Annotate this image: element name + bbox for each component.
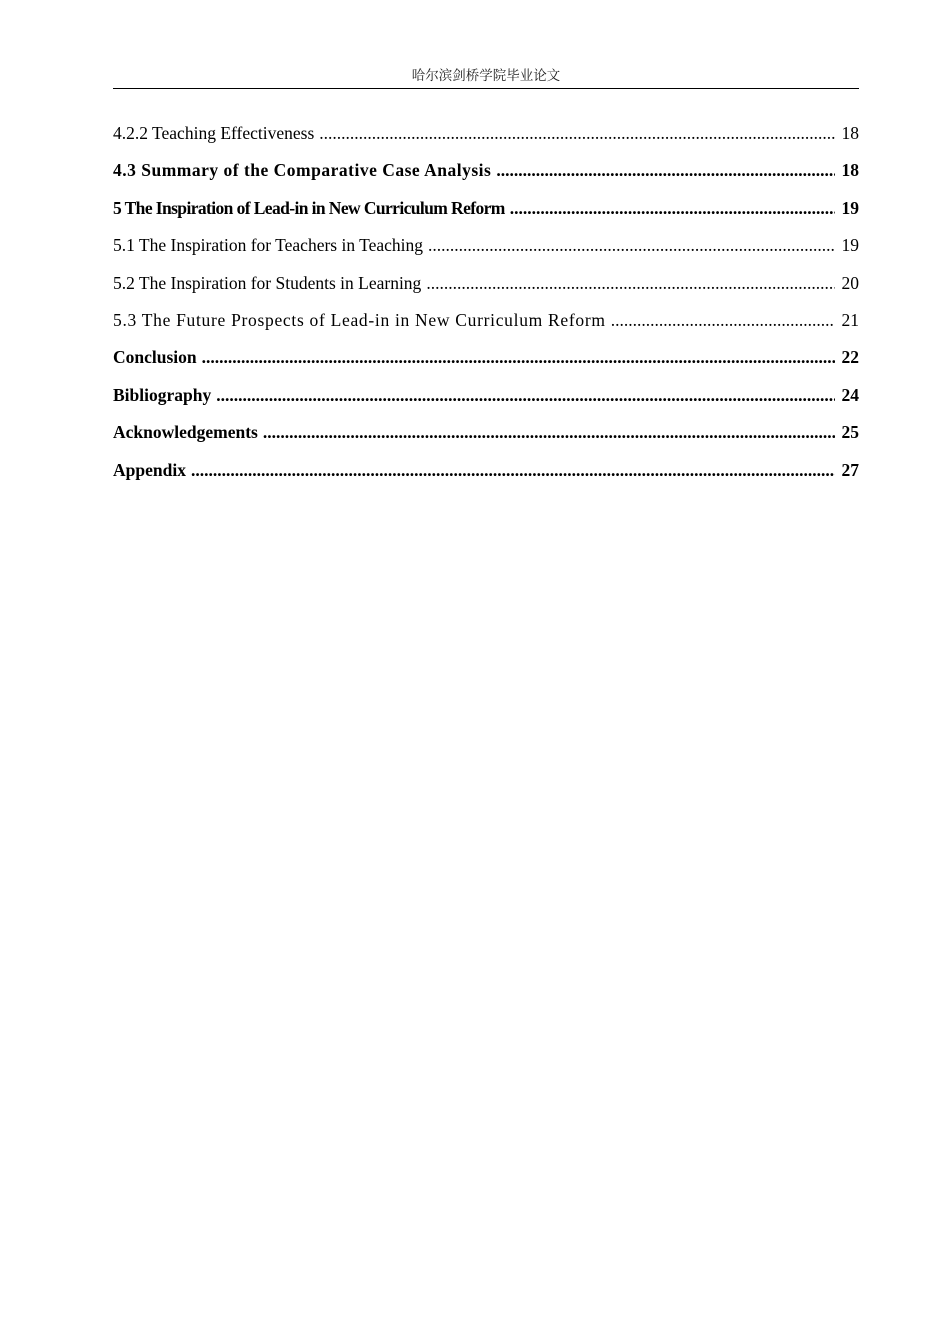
toc-dot-leader [263,419,835,445]
toc-entry-conclusion[interactable] [113,344,859,381]
toc-entry-title: 5.3 The Future Prospects of Lead-in in New Curriculum Reform [113,309,606,330]
toc-entry-title: 4.3 Summary of the Comparative Case Analysis [113,160,492,181]
toc-entry-5[interactable] [113,195,859,232]
toc-entry-page: 24 [841,384,859,405]
toc-entry-title: Bibliography [113,384,212,405]
toc-entry-4-2-2[interactable] [113,120,859,157]
toc-dot-leader [191,457,835,483]
toc-entry-5-3[interactable] [113,307,859,344]
toc-entry-title: 4.2.2 Teaching Effectiveness [113,123,315,143]
toc-entry-title: 5 The Inspiration of Lead-in in New Curriculum Reform [113,197,505,218]
toc-dot-leader [426,270,835,296]
toc-entry-title: 5.2 The Inspiration for Students in Learning [113,272,422,293]
toc-entry-4-3[interactable] [113,157,859,194]
toc-dot-leader [428,232,835,258]
toc-entry-page: 21 [841,309,859,330]
toc-dot-leader [510,195,835,221]
toc-dot-leader [611,307,835,333]
toc-entry-page: 19 [841,197,859,218]
toc-entry-title: Conclusion [113,347,197,368]
header-title: 哈尔滨剑桥学院毕业论文 [411,68,561,83]
toc-dot-leader [216,382,835,408]
toc-entry-page: 18 [841,123,859,143]
toc-entry-bibliography[interactable] [113,382,859,419]
page-header [113,66,859,89]
table-of-contents [113,120,859,494]
toc-entry-page: 25 [841,422,859,443]
toc-entry-title: Appendix [113,459,186,480]
toc-entry-title: 5.1 The Inspiration for Teachers in Teaching [113,235,424,256]
toc-entry-page: 22 [841,347,859,368]
toc-dot-leader [319,120,835,146]
toc-entry-acknowledgements[interactable] [113,419,859,456]
toc-entry-page: 18 [841,160,859,181]
toc-entry-page: 20 [841,272,859,293]
toc-entry-5-2[interactable] [113,270,859,307]
toc-dot-leader [496,157,835,183]
toc-entry-appendix[interactable] [113,457,859,494]
toc-entry-5-1[interactable] [113,232,859,269]
toc-entry-page: 27 [841,459,859,480]
toc-entry-title: Acknowledgements [113,422,258,443]
toc-entry-page: 19 [841,235,859,256]
toc-dot-leader [202,344,835,370]
